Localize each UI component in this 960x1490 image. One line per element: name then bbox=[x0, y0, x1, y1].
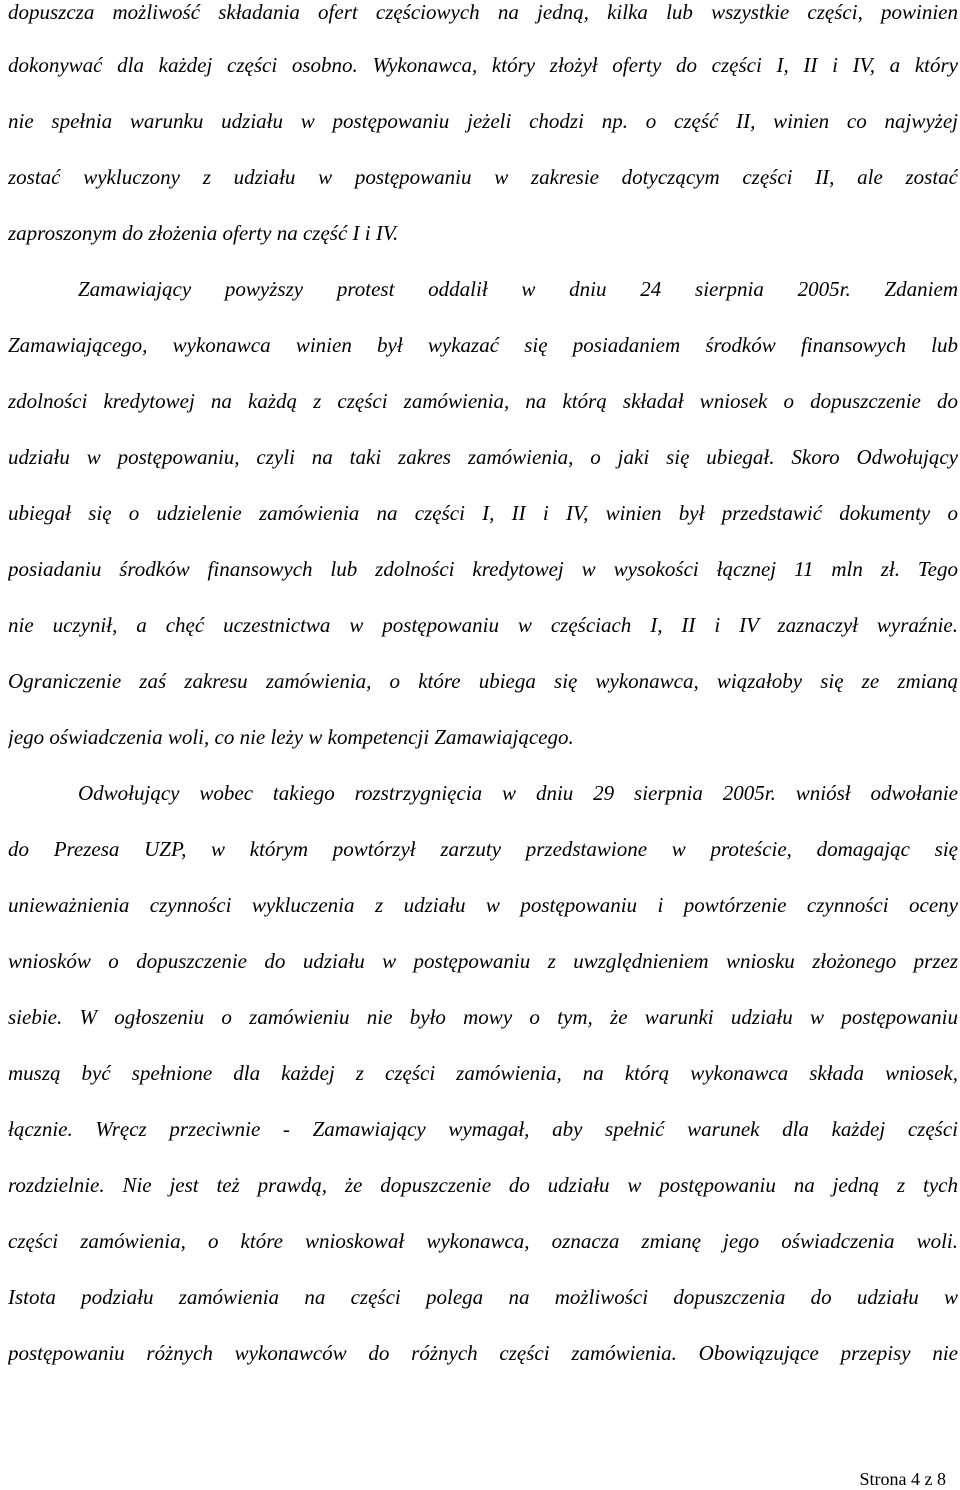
text-line: siebie. W ogłoszeniu o zamówieniu nie było mowy o tym, że warunki udziału w postępowaniu bbox=[8, 1005, 958, 1029]
text-line: Zamawiającego, wykonawca winien był wykazać się posiadaniem środków finansowych lub bbox=[8, 333, 958, 357]
text-line: części zamówienia, o które wnioskował wykonawca, oznacza zmianę jego oświadczenia woli. bbox=[8, 1229, 958, 1253]
text-line: zostać wykluczony z udziału w postępowaniu w zakresie dotyczącym części II, ale zostać bbox=[8, 165, 958, 189]
text-line: Istota podziału zamówienia na części polega na możliwości dopuszczenia do udziału w bbox=[8, 1285, 958, 1309]
text-line: postępowaniu różnych wykonawców do różnych części zamówienia. Obowiązujące przepisy nie bbox=[8, 1341, 958, 1365]
text-line: nie uczynił, a chęć uczestnictwa w postępowaniu w częściach I, II i IV zaznaczył wyraźnie. bbox=[8, 613, 958, 637]
text-line: łącznie. Wręcz przeciwnie - Zamawiający wymagał, aby spełnić warunek dla każdej części bbox=[8, 1117, 958, 1141]
text-line: muszą być spełnione dla każdej z części zamówienia, na którą wykonawca składa wniosek, bbox=[8, 1061, 958, 1085]
text-line: do Prezesa UZP, w którym powtórzył zarzuty przedstawione w proteście, domagając się bbox=[8, 837, 958, 861]
text-line: unieważnienia czynności wykluczenia z udziału w postępowaniu i powtórzenie czynności oceny bbox=[8, 893, 958, 917]
text-line: rozdzielnie. Nie jest też prawdą, że dopuszczenie do udziału w postępowaniu na jedną z tych bbox=[8, 1173, 958, 1197]
text-line: Zamawiający powyższy protest oddalił w dniu 24 sierpnia 2005r. Zdaniem bbox=[78, 277, 958, 301]
page-number: Strona 4 z 8 bbox=[859, 1469, 946, 1489]
text-line: zaproszonym do złożenia oferty na część I i IV. bbox=[8, 221, 399, 245]
text-line: zdolności kredytowej na każdą z części zamówienia, na którą składał wniosek o dopuszczenie do bbox=[8, 389, 958, 413]
text-line: dokonywać dla każdej części osobno. Wykonawca, który złożył oferty do części I, II i IV, a który bbox=[8, 53, 958, 77]
text-line: nie spełnia warunku udziału w postępowaniu jeżeli chodzi np. o część II, winien co najwyżej bbox=[8, 109, 958, 133]
text-line: wniosków o dopuszczenie do udziału w postępowaniu z uwzględnieniem wniosku złożonego przez bbox=[8, 949, 958, 973]
text-line: udziału w postępowaniu, czyli na taki zakres zamówienia, o jaki się ubiegał. Skoro Odwołujący bbox=[8, 445, 958, 469]
text-line: posiadaniu środków finansowych lub zdolności kredytowej w wysokości łącznej 11 mln zł. Tego bbox=[8, 557, 958, 581]
text-line: jego oświadczenia woli, co nie leży w kompetencji Zamawiającego. bbox=[8, 725, 574, 749]
text-line: ubiegał się o udzielenie zamówienia na części I, II i IV, winien był przedstawić dokumenty o bbox=[8, 501, 958, 525]
text-line: Odwołujący wobec takiego rozstrzygnięcia w dniu 29 sierpnia 2005r. wniósł odwołanie bbox=[78, 781, 958, 805]
text-line: dopuszcza możliwość składania ofert częściowych na jedną, kilka lub wszystkie części, powinien bbox=[8, 0, 958, 24]
text-line: Ograniczenie zaś zakresu zamówienia, o które ubiega się wykonawca, wiązałoby się ze zmianą bbox=[8, 669, 958, 693]
